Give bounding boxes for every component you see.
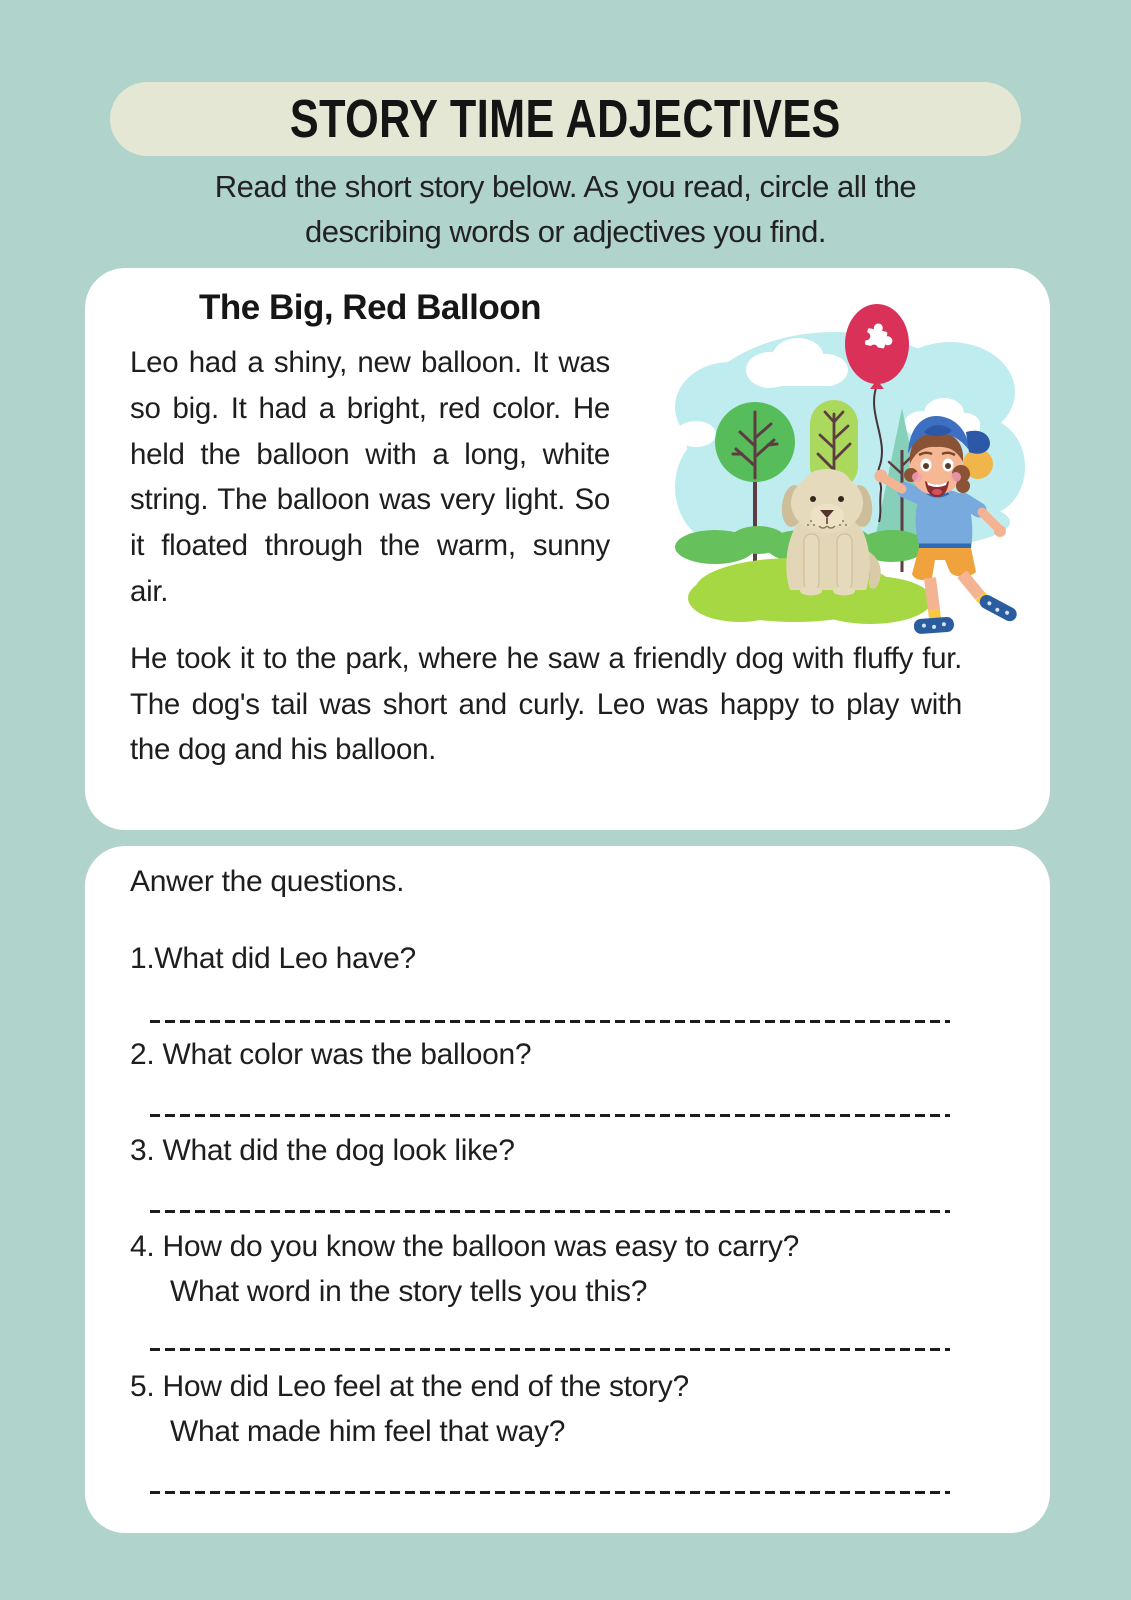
story-title: The Big, Red Balloon bbox=[199, 288, 541, 327]
question-4-text-line2: What word in the story tells you this? bbox=[170, 1275, 648, 1308]
question-1 bbox=[130, 936, 416, 981]
answer-line bbox=[150, 1210, 950, 1213]
question-4-text: 4. How do you know the balloon was easy to carry? bbox=[130, 1230, 800, 1263]
question-5-text: 5. How did Leo feel at the end of the story? bbox=[130, 1370, 689, 1403]
question-5 bbox=[130, 1364, 689, 1454]
story-card bbox=[85, 268, 1050, 830]
title-banner bbox=[110, 82, 1021, 156]
page-title: STORY TIME ADJECTIVES bbox=[290, 89, 841, 149]
park-illustration bbox=[630, 282, 1050, 642]
answer-line bbox=[150, 1491, 950, 1494]
story-paragraph-2: He took it to the park, where he saw a friendly dog with fluffy fur. The dog's tail was short and curly. Leo was happy to play with the dog and his balloon. bbox=[130, 642, 962, 766]
question-1-text: 1.What did Leo have? bbox=[130, 942, 416, 975]
question-2-text: 2. What color was the balloon? bbox=[130, 1038, 532, 1071]
question-5-text-line2: What made him feel that way? bbox=[170, 1415, 566, 1448]
questions-card bbox=[85, 846, 1050, 1533]
question-4 bbox=[130, 1224, 799, 1314]
instructions bbox=[0, 164, 1131, 254]
answer-line bbox=[150, 1114, 950, 1117]
question-3-text: 3. What did the dog look like? bbox=[130, 1134, 515, 1167]
instructions-line-1: Read the short story below. As you read, circle all the bbox=[214, 169, 917, 204]
answer-line bbox=[150, 1020, 950, 1023]
answer-line bbox=[150, 1348, 950, 1351]
questions-prompt: Anwer the questions. bbox=[130, 865, 405, 898]
question-3 bbox=[130, 1128, 515, 1173]
question-2 bbox=[130, 1032, 531, 1077]
instructions-line-2: describing words or adjectives you find. bbox=[304, 214, 827, 249]
story-paragraph-1: Leo had a shiny, new balloon. It was so big. It had a bright, red color. He held the balloon with a long, white string. The balloon was very light. So it floated through the warm, sunny air. bbox=[130, 346, 610, 608]
